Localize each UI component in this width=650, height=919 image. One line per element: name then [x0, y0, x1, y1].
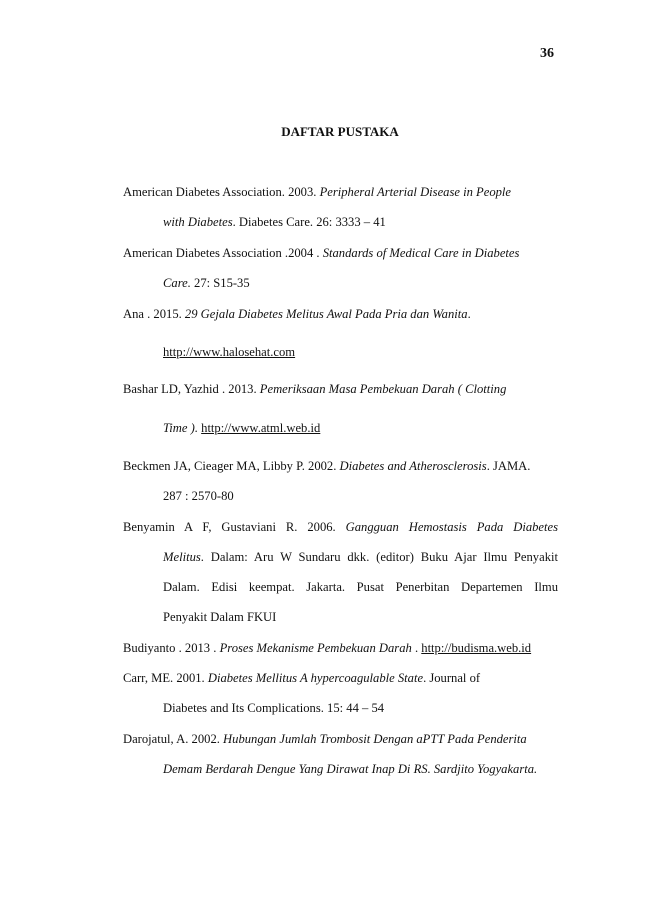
reference-line [123, 640, 531, 656]
reference-text: Carr, ME. 2001. [123, 671, 208, 685]
reference-italic-text: Diabetes and Atherosclerosis [339, 459, 487, 473]
reference-line [123, 670, 480, 686]
reference-text: . [467, 307, 471, 321]
reference-line [123, 731, 527, 747]
reference-italic-text: Pemeriksaan Masa Pembekuan Darah ( Clotting [259, 382, 507, 396]
reference-line [123, 184, 511, 200]
reference-line [163, 344, 295, 360]
reference-line [163, 214, 386, 230]
reference-italic-text: Hubungan Jumlah Trombosit Dengan aPTT Pada Penderita [223, 732, 527, 746]
reference-text: . Journal of [423, 671, 481, 685]
reference-line [163, 549, 558, 565]
reference-line [163, 579, 558, 595]
reference-text: . Dalam: Aru W Sundaru dkk. (editor) Buku Ajar Ilmu Penyakit [200, 550, 558, 564]
reference-line [163, 488, 234, 504]
reference-italic-text: Proses Mekanisme Pembekuan Darah [219, 641, 412, 655]
reference-link[interactable]: http://budisma.web.id [421, 641, 532, 655]
reference-line [163, 275, 250, 291]
reference-line [123, 306, 471, 322]
reference-text: American Diabetes Association. 2003. [123, 185, 320, 199]
reference-text: Benyamin A F, Gustaviani R. 2006. [123, 520, 346, 534]
reference-text: 27: S15-35 [190, 276, 250, 290]
reference-text: Budiyanto . 2013 . [123, 641, 220, 655]
reference-text: Darojatul, A. 2002. [123, 732, 224, 746]
reference-italic-text: Time ). [163, 421, 198, 435]
reference-link[interactable]: http://www.atml.web.id [201, 421, 321, 435]
reference-text: Bashar LD, Yazhid . 2013. [123, 382, 260, 396]
reference-text: . Diabetes Care. 26: 3333 – 41 [232, 215, 386, 229]
reference-text: . [411, 641, 422, 655]
reference-italic-text: Gangguan Hemostasis Pada Diabetes [345, 520, 559, 534]
page-title: DAFTAR PUSTAKA [281, 124, 399, 139]
reference-text: Diabetes and Its Complications. 15: 44 – 54 [163, 701, 385, 715]
reference-line [123, 519, 558, 535]
reference-line [123, 245, 519, 261]
reference-italic-text: Melitus [163, 550, 201, 564]
reference-text: . JAMA. [486, 459, 531, 473]
reference-italic-text: Peripheral Arterial Disease in People [319, 185, 512, 199]
reference-line [123, 381, 506, 397]
reference-italic-text: Demam Berdarah Dengue Yang Dirawat Inap Di RS. Sardjito Yogyakarta. [163, 762, 538, 776]
reference-line [123, 458, 530, 474]
reference-text: 287 : 2570-80 [163, 489, 234, 503]
reference-text: American Diabetes Association .2004 . [123, 246, 323, 260]
reference-text: Dalam. Edisi keempat. Jakarta. Pusat Penerbitan Departemen Ilmu [163, 580, 558, 594]
reference-italic-text: with Diabetes [163, 215, 233, 229]
reference-italic-text: 29 Gejala Diabetes Melitus Awal Pada Pria dan Wanita [184, 307, 468, 321]
reference-text: Ana . 2015. [123, 307, 185, 321]
reference-italic-text: Diabetes Mellitus A hypercoagulable State [207, 671, 424, 685]
reference-line [163, 420, 320, 436]
reference-italic-text: Care. [163, 276, 191, 290]
reference-line [163, 609, 276, 625]
reference-line [163, 761, 537, 777]
reference-line [163, 700, 384, 716]
reference-link[interactable]: http://www.halosehat.com [163, 345, 296, 359]
page-number: 36 [540, 46, 554, 61]
reference-text: Beckmen JA, Cieager MA, Libby P. 2002. [123, 459, 340, 473]
reference-italic-text: Standards of Medical Care in Diabetes [322, 246, 520, 260]
reference-text: Penyakit Dalam FKUI [163, 610, 277, 624]
